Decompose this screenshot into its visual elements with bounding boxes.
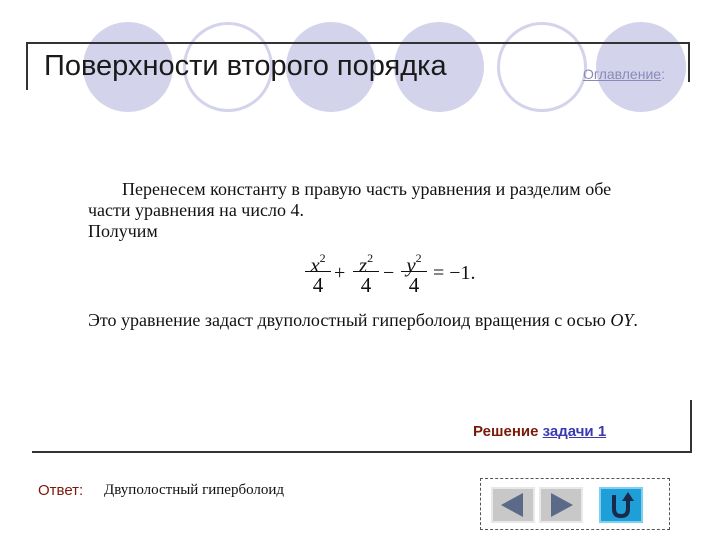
slide-title: Поверхности второго порядка: [44, 50, 447, 82]
toc-area: [583, 66, 665, 82]
answer-label: Ответ:: [38, 482, 84, 499]
text-line-1: Перенесем константу в правую часть уравнения и разделим обе: [122, 179, 612, 199]
operator-plus: +: [334, 262, 346, 284]
arrow-right-icon: [541, 489, 581, 521]
fraction-2-den: 4: [360, 273, 372, 297]
solution-label: Решение задачи 1: [473, 423, 607, 440]
decor-circle-5: [497, 22, 587, 112]
equation-rhs: = −1.: [433, 262, 476, 284]
fraction-1: [305, 246, 331, 297]
conclusion-line: Это уравнение задаст двуполостный гиперболоид вращения с осью OY.: [88, 310, 638, 330]
title-frame-top: [26, 42, 690, 44]
fraction-1-num: $x^2$: [310, 251, 326, 277]
solution-task-link[interactable]: задачи 1: [542, 423, 607, 440]
fraction-2-num: $z^2$: [358, 251, 374, 277]
return-arrow-icon: [601, 489, 641, 521]
answer-value: Двуполостный гиперболоид: [104, 482, 285, 498]
axis-name: OY: [610, 310, 634, 330]
title-frame-left: [26, 42, 28, 90]
footer-frame-bottom: [32, 451, 692, 453]
footer-frame-right: [690, 400, 692, 452]
text-line-3: Получим: [88, 221, 158, 241]
toc-suffix: :: [661, 66, 665, 82]
title-frame-right: [688, 42, 690, 82]
fraction-3-num: $y^2$: [406, 251, 422, 277]
arrow-left-icon: [493, 489, 533, 521]
operator-minus: −: [383, 262, 395, 284]
prev-slide-button[interactable]: [491, 487, 535, 523]
nav-controls: [480, 478, 670, 530]
next-slide-button[interactable]: [539, 487, 583, 523]
return-button[interactable]: [599, 487, 643, 523]
fraction-1-den: 4: [312, 273, 324, 297]
text-line-2: части уравнения на число 4.: [88, 200, 304, 220]
equation: [303, 246, 503, 306]
toc-link[interactable]: Оглавление: [583, 66, 662, 82]
fraction-3: [401, 246, 427, 297]
fraction-3-den: 4: [408, 273, 420, 297]
fraction-2: [353, 246, 379, 297]
